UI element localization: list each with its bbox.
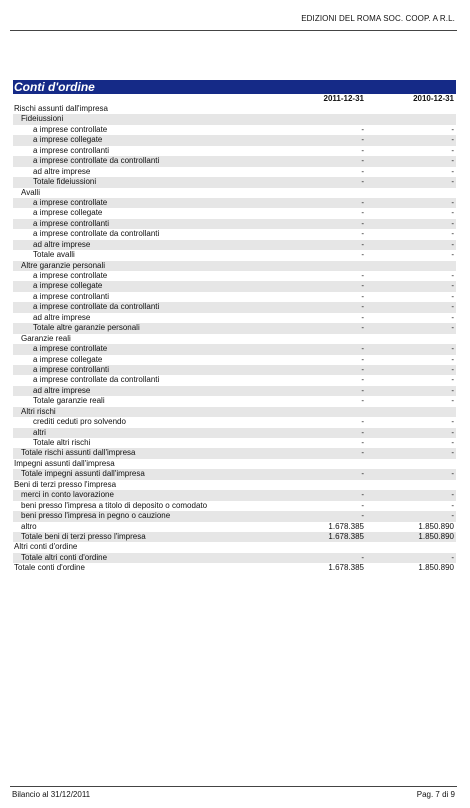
table-row [13,198,456,208]
table-row [13,553,456,563]
table-row [13,344,456,354]
table-row [13,261,456,271]
value-2010: - [451,427,454,437]
value-2010: - [451,323,454,333]
value-2010: - [451,156,454,166]
page-footer [10,786,457,801]
table-row [13,511,456,521]
value-2011: 1.678.385 [328,563,364,573]
value-2011: - [361,396,364,406]
value-2010: - [451,271,454,280]
value-2010: 1.850.890 [418,521,454,531]
row-label: a imprese controllate [33,124,108,134]
page-header [10,10,457,31]
row-label: ad altre imprese [33,239,91,249]
row-label: a imprese controllate da controllanti [33,302,160,312]
value-2010: - [451,344,454,354]
row-label: Totale garanzie reali [33,396,105,406]
company-name: EDIZIONI DEL ROMA SOC. COOP. A R.L. [301,14,455,23]
row-label: Altri rischi [21,406,56,416]
row-label: a imprese controllate da controllanti [33,229,160,239]
value-2011: - [361,448,364,458]
table-row [13,302,456,312]
value-2011: - [361,469,364,479]
value-2011: - [361,490,364,500]
table-row [13,125,456,135]
value-2010: - [451,291,454,301]
value-2011: - [361,291,364,301]
table-row [13,292,456,302]
table-row [13,281,456,291]
table-row [13,490,456,500]
value-2011: - [361,312,364,322]
row-label: Totale altri rischi [33,438,91,447]
value-2011: - [361,208,364,218]
row-label: Totale altre garanzie personali [33,323,140,333]
value-2011: - [361,511,364,521]
value-2010: - [451,250,454,260]
value-2010: 1.850.890 [418,531,454,541]
table-row [13,448,456,458]
row-label: Avalli [21,187,40,197]
value-2010: - [451,281,454,291]
row-label: a imprese controllanti [33,218,110,228]
row-label: Fideiussioni [21,114,64,124]
table-row [13,229,456,239]
row-label: Totale impegni assunti dall'impresa [21,469,145,479]
table-row [13,240,456,250]
value-2011: - [361,323,364,333]
value-2011: 1.678.385 [328,521,364,531]
table-row [13,146,456,156]
value-2010: - [451,208,454,218]
value-2010: - [451,302,454,312]
table-row [13,334,456,344]
table-row [13,114,456,124]
table-row [13,208,456,218]
row-label: a imprese controllate da controllanti [33,375,160,385]
value-2010: - [451,385,454,395]
table-row [13,323,456,333]
value-2010: - [451,135,454,145]
table-row [13,271,456,281]
row-label: a imprese controllate [33,197,108,207]
table-row [13,438,456,448]
value-2010: - [451,312,454,322]
value-2010: - [451,197,454,207]
row-label: altro [21,521,37,531]
value-2011: - [361,156,364,166]
row-label: a imprese collegate [33,281,103,291]
row-label: beni presso l'impresa in pegno o cauzione [21,511,171,521]
row-label: Totale beni di terzi presso l'impresa [21,531,146,541]
row-label: ad altre imprese [33,312,91,322]
value-2011: - [361,438,364,447]
value-2011: - [361,375,364,385]
value-2011: - [361,239,364,249]
row-label: Totale altri conti d'ordine [21,552,108,562]
table-row [13,386,456,396]
value-2010: - [451,438,454,447]
table-row [13,563,456,573]
row-label: Altre garanzie personali [21,260,106,270]
row-label: Totale conti d'ordine [14,563,85,573]
row-label: Totale fideiussioni [33,177,97,187]
row-label: Rischi assunti dall'impresa [14,104,109,113]
footer-balance-date: Bilancio al 31/12/2011 [12,790,91,799]
row-label: a imprese collegate [33,208,103,218]
table-row [13,501,456,511]
value-2010: - [451,354,454,364]
table-row [13,313,456,323]
value-2011: - [361,417,364,427]
value-2011: - [361,177,364,187]
table-row [13,104,456,114]
value-2010: - [451,490,454,500]
value-2011: - [361,218,364,228]
row-label: crediti ceduti pro solvendo [33,417,126,427]
table-row [13,219,456,229]
row-label: Totale rischi assunti dall'impresa [21,448,136,458]
value-2011: - [361,166,364,176]
row-label: a imprese collegate [33,135,103,145]
column-header-2010: 2010-12-31 [413,94,454,103]
table-row [13,480,456,490]
table-row [13,428,456,438]
row-label: Beni di terzi presso l'impresa [14,479,117,489]
table-row [13,156,456,166]
row-label: a imprese collegate [33,354,103,364]
column-header-2011: 2011-12-31 [323,94,364,103]
value-2011: - [361,197,364,207]
row-label: ad altre imprese [33,166,91,176]
value-2010: - [451,396,454,406]
value-2011: 1.678.385 [328,531,364,541]
value-2011: - [361,229,364,239]
row-label: altri [33,427,46,437]
table-row [13,188,456,198]
value-2011: - [361,124,364,134]
row-label: a imprese controllanti [33,364,110,374]
row-label: Altri conti d'ordine [14,542,78,552]
row-label: a imprese controllanti [33,291,110,301]
conti-ordine-table [13,104,456,574]
table-row [13,135,456,145]
row-label: a imprese controllate [33,271,108,280]
table-row [13,250,456,260]
value-2010: - [451,145,454,155]
table-row [13,407,456,417]
value-2010: - [451,375,454,385]
table-row [13,522,456,532]
value-2010: - [451,229,454,239]
value-2011: - [361,271,364,280]
row-label: merci in conto lavorazione [21,490,114,500]
value-2011: - [361,135,364,145]
value-2010: 1.850.890 [418,563,454,573]
value-2010: - [451,166,454,176]
table-row [13,417,456,427]
table-row [13,375,456,385]
value-2011: - [361,354,364,364]
value-2011: - [361,344,364,354]
value-2011: - [361,427,364,437]
value-2010: - [451,469,454,479]
table-row [13,365,456,375]
value-2010: - [451,177,454,187]
row-label: Garanzie reali [21,333,71,343]
value-2010: - [451,417,454,427]
table-row [13,542,456,552]
row-label: Impegni assunti dall'impresa [14,458,115,468]
value-2010: - [451,511,454,521]
column-headers [13,94,456,104]
value-2011: - [361,364,364,374]
row-label: Totale avalli [33,250,75,260]
row-label: beni presso l'impresa a titolo di deposito o comodato [21,500,208,510]
value-2011: - [361,552,364,562]
table-row [13,532,456,542]
value-2010: - [451,448,454,458]
value-2011: - [361,281,364,291]
row-label: ad altre imprese [33,385,91,395]
value-2011: - [361,250,364,260]
table-row [13,177,456,187]
row-label: a imprese controllanti [33,145,110,155]
value-2010: - [451,500,454,510]
value-2010: - [451,364,454,374]
value-2011: - [361,385,364,395]
footer-page-number: Pag. 7 di 9 [416,790,455,799]
value-2011: - [361,145,364,155]
table-row [13,167,456,177]
row-label: a imprese controllate da controllanti [33,156,160,166]
value-2010: - [451,552,454,562]
table-row [13,459,456,469]
value-2011: - [361,500,364,510]
section-title: Conti d'ordine [13,80,456,94]
table-row [13,396,456,406]
table-row [13,469,456,479]
value-2010: - [451,218,454,228]
value-2010: - [451,124,454,134]
value-2011: - [361,302,364,312]
table-row [13,355,456,365]
row-label: a imprese controllate [33,344,108,354]
value-2010: - [451,239,454,249]
